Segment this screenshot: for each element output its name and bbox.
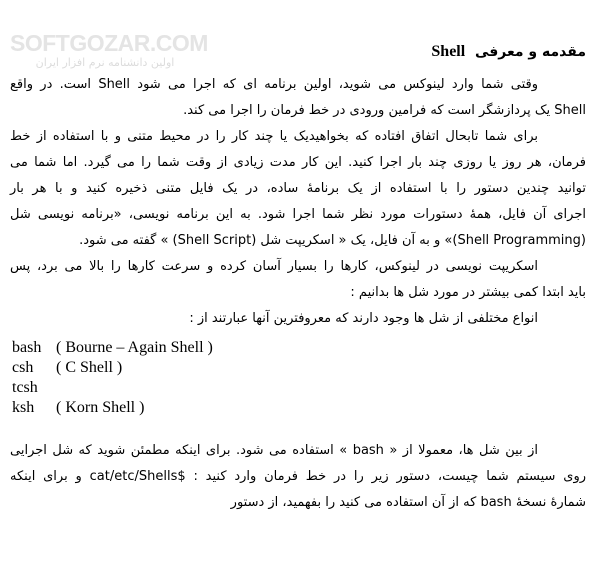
paragraph-line: اجرای آن فایل، همهٔ دستورات مورد نظر شما اجرا شود. به این برنامه نویسی، «برنامه نویسی شل (10, 207, 586, 222)
title-term: Shell (431, 43, 466, 60)
watermark-logo: SOFTGOZAR.COM (10, 30, 208, 56)
shell-desc: ( Korn Shell ) (56, 399, 145, 416)
shell-name: csh (12, 359, 34, 376)
shell-name: ksh (12, 399, 35, 416)
page-header (10, 30, 586, 76)
shell-item (12, 398, 586, 418)
shell-item (12, 338, 586, 358)
shell-item (12, 358, 586, 378)
shell-desc: ( Bourne – Again Shell ) (56, 339, 213, 356)
paragraph-line: از بین شل ها، معمولا از « bash » استفاده می شود. برای اینکه مطمئن شوید که شل اجرایی (10, 443, 538, 458)
watermark-tagline: اولین دانشنامه نرم افزار ایران (35, 56, 175, 69)
paragraph-line: توانید چندین دستور را با استفاده از یک برنامهٔ ساده، در یک فایل متنی ذخیره کنید و با هر بار (10, 181, 586, 196)
paragraph-line: شمارهٔ نسخهٔ bash که از آن استفاده می کنید را بفهمید، از دستور (230, 495, 586, 510)
watermark (10, 30, 208, 70)
shell-desc: ( C Shell ) (56, 359, 123, 376)
paragraph-line: (Shell Programming)» و به آن فایل، یک « اسکریپت شل (Shell Script) » گفته می شود. (79, 233, 586, 248)
shell-name: tcsh (12, 379, 38, 396)
shell-item (12, 378, 586, 398)
paragraph-line: روی سیستم شما چیست، دستور زیر را در خط فرمان وارد کنید : $cat/etc/Shells و برای اینکه (10, 469, 586, 484)
shell-name: bash (12, 339, 42, 356)
paragraph-line: فرمان، هر روز یا روزی چند بار اجرا کنید. این کار مدت زیادی از وقت شما را می گیرد. اما شما می (10, 155, 586, 170)
paragraph-line: Shell یک پردازشگر است که فرامین ورودی در خط فرمان را اجرا می کند. (183, 103, 586, 118)
paragraph-line: باید ابتدا کمی بیشتر در مورد شل ها بدانیم : (350, 285, 586, 300)
section-title (431, 42, 586, 62)
paragraph-line: انواع مختلفی از شل ها وجود دارند که معروفترین آنها عبارتند از : (189, 311, 538, 326)
paragraph-line: وقتی شما وارد لینوکس می شوید، اولین برنامه ای که اجرا می شود Shell است. در واقع (10, 77, 538, 92)
shell-list (12, 338, 586, 418)
paragraph-line: برای شما تابحال اتفاق افتاده که بخواهیدیک یا چند کار را در محیط متنی و با استفاده از خط (10, 129, 538, 144)
title-text: مقدمه و معرفی (474, 44, 586, 60)
paragraph-line: اسکریپت نویسی در لینوکس، کارها را بسیار آسان کرده و سرعت کارها را بالا می برد، پس (10, 259, 538, 274)
